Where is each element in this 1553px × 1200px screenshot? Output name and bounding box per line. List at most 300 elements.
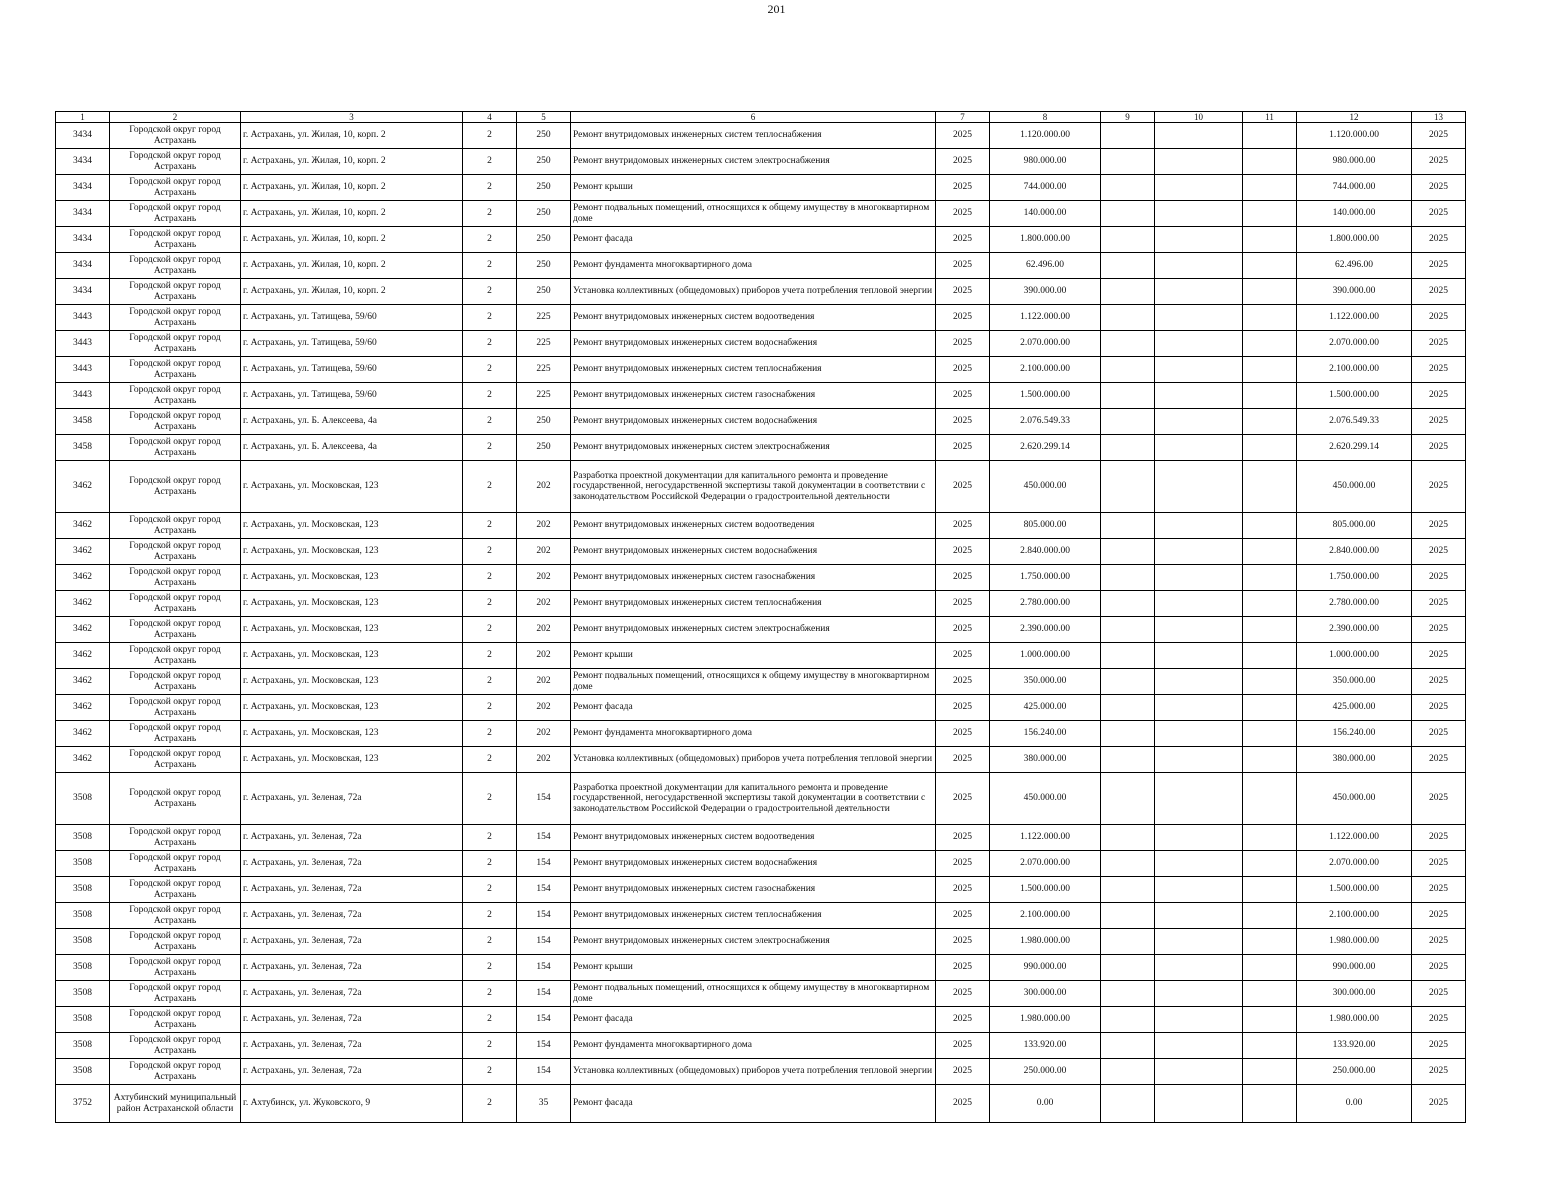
col11-cell xyxy=(1243,903,1297,929)
total-cost-cell: 0.00 xyxy=(1297,1085,1412,1123)
work-type-cell: Ремонт подвальных помещений, относящихся к общему имуществу в многоквартирном доме xyxy=(571,981,936,1007)
col9-cell xyxy=(1101,513,1155,539)
total-cost-cell: 1.500.000.00 xyxy=(1297,383,1412,409)
municipality-cell: Городской округ город Астрахань xyxy=(110,747,241,773)
completion-year-cell: 2025 xyxy=(1412,617,1466,643)
col10-cell xyxy=(1155,1033,1243,1059)
municipality-cell: Городской округ город Астрахань xyxy=(110,695,241,721)
col4-cell: 2 xyxy=(463,331,517,357)
col10-cell xyxy=(1155,1059,1243,1085)
table-row xyxy=(56,123,1466,149)
col4-cell: 2 xyxy=(463,357,517,383)
address-cell: г. Астрахань, ул. Московская, 123 xyxy=(241,669,463,695)
col9-cell xyxy=(1101,773,1155,825)
address-cell: г. Астрахань, ул. Зеленая, 72а xyxy=(241,955,463,981)
row-number: 3458 xyxy=(56,435,110,461)
year-cell: 2025 xyxy=(936,825,990,851)
work-type-cell: Ремонт внутридомовых инженерных систем водоснабжения xyxy=(571,409,936,435)
completion-year-cell: 2025 xyxy=(1412,669,1466,695)
col9-cell xyxy=(1101,851,1155,877)
completion-year-cell: 2025 xyxy=(1412,929,1466,955)
column-header-12: 12 xyxy=(1297,112,1412,123)
completion-year-cell: 2025 xyxy=(1412,279,1466,305)
completion-year-cell: 2025 xyxy=(1412,591,1466,617)
work-type-cell: Ремонт фундамента многоквартирного дома xyxy=(571,1033,936,1059)
row-number: 3462 xyxy=(56,565,110,591)
col5-cell: 250 xyxy=(517,435,571,461)
municipality-cell: Городской округ город Астрахань xyxy=(110,877,241,903)
municipality-cell: Городской округ город Астрахань xyxy=(110,123,241,149)
table-row xyxy=(56,955,1466,981)
col4-cell: 2 xyxy=(463,851,517,877)
address-cell: г. Астрахань, ул. Зеленая, 72а xyxy=(241,1033,463,1059)
municipality-cell: Городской округ город Астрахань xyxy=(110,149,241,175)
municipality-cell: Городской округ город Астрахань xyxy=(110,929,241,955)
col11-cell xyxy=(1243,305,1297,331)
completion-year-cell: 2025 xyxy=(1412,253,1466,279)
col9-cell xyxy=(1101,227,1155,253)
col11-cell xyxy=(1243,1007,1297,1033)
address-cell: г. Астрахань, ул. Жилая, 10, корп. 2 xyxy=(241,201,463,227)
address-cell: г. Астрахань, ул. Московская, 123 xyxy=(241,591,463,617)
year-cell: 2025 xyxy=(936,227,990,253)
work-type-cell: Ремонт крыши xyxy=(571,175,936,201)
year-cell: 2025 xyxy=(936,539,990,565)
table-row xyxy=(56,357,1466,383)
col11-cell xyxy=(1243,981,1297,1007)
work-type-cell: Разработка проектной документации для капитального ремонта и проведение государственной, негосударственной экспертизы такой документации в соответствии с законодательством Российской Федерации о градостроительной деятельности xyxy=(571,773,936,825)
year-cell: 2025 xyxy=(936,1085,990,1123)
cost-cell: 350.000.00 xyxy=(990,669,1101,695)
row-number: 3462 xyxy=(56,695,110,721)
row-number: 3462 xyxy=(56,591,110,617)
table-row xyxy=(56,981,1466,1007)
column-header-11: 11 xyxy=(1243,112,1297,123)
row-number: 3508 xyxy=(56,773,110,825)
col9-cell xyxy=(1101,1007,1155,1033)
municipality-cell: Городской округ город Астрахань xyxy=(110,435,241,461)
row-number: 3508 xyxy=(56,955,110,981)
cost-cell: 1.750.000.00 xyxy=(990,565,1101,591)
cost-cell: 2.390.000.00 xyxy=(990,617,1101,643)
row-number: 3508 xyxy=(56,903,110,929)
completion-year-cell: 2025 xyxy=(1412,695,1466,721)
col4-cell: 2 xyxy=(463,617,517,643)
completion-year-cell: 2025 xyxy=(1412,955,1466,981)
address-cell: г. Астрахань, ул. Зеленая, 72а xyxy=(241,851,463,877)
year-cell: 2025 xyxy=(936,461,990,513)
work-type-cell: Ремонт внутридомовых инженерных систем теплоснабжения xyxy=(571,591,936,617)
table-row xyxy=(56,227,1466,253)
address-cell: г. Астрахань, ул. Московская, 123 xyxy=(241,617,463,643)
col11-cell xyxy=(1243,617,1297,643)
col10-cell xyxy=(1155,773,1243,825)
completion-year-cell: 2025 xyxy=(1412,1085,1466,1123)
total-cost-cell: 2.840.000.00 xyxy=(1297,539,1412,565)
total-cost-cell: 1.122.000.00 xyxy=(1297,825,1412,851)
col4-cell: 2 xyxy=(463,825,517,851)
cost-cell: 300.000.00 xyxy=(990,981,1101,1007)
table-row xyxy=(56,903,1466,929)
completion-year-cell: 2025 xyxy=(1412,331,1466,357)
col10-cell xyxy=(1155,149,1243,175)
total-cost-cell: 390.000.00 xyxy=(1297,279,1412,305)
year-cell: 2025 xyxy=(936,331,990,357)
work-type-cell: Установка коллективных (общедомовых) приборов учета потребления тепловой энергии xyxy=(571,1059,936,1085)
col4-cell: 2 xyxy=(463,747,517,773)
completion-year-cell: 2025 xyxy=(1412,747,1466,773)
total-cost-cell: 133.920.00 xyxy=(1297,1033,1412,1059)
col4-cell: 2 xyxy=(463,253,517,279)
row-number: 3443 xyxy=(56,305,110,331)
capital-repair-table xyxy=(55,111,1466,1123)
municipality-cell: Городской округ город Астрахань xyxy=(110,331,241,357)
col10-cell xyxy=(1155,877,1243,903)
col4-cell: 2 xyxy=(463,1007,517,1033)
col10-cell xyxy=(1155,305,1243,331)
year-cell: 2025 xyxy=(936,435,990,461)
col5-cell: 202 xyxy=(517,513,571,539)
col11-cell xyxy=(1243,539,1297,565)
address-cell: г. Астрахань, ул. Московская, 123 xyxy=(241,695,463,721)
table-row xyxy=(56,721,1466,747)
address-cell: г. Астрахань, ул. Татищева, 59/60 xyxy=(241,331,463,357)
table-row xyxy=(56,201,1466,227)
completion-year-cell: 2025 xyxy=(1412,721,1466,747)
completion-year-cell: 2025 xyxy=(1412,565,1466,591)
table-row xyxy=(56,539,1466,565)
col10-cell xyxy=(1155,175,1243,201)
address-cell: г. Астрахань, ул. Татищева, 59/60 xyxy=(241,383,463,409)
col5-cell: 225 xyxy=(517,383,571,409)
col9-cell xyxy=(1101,903,1155,929)
col4-cell: 2 xyxy=(463,643,517,669)
total-cost-cell: 2.070.000.00 xyxy=(1297,851,1412,877)
column-header-2: 2 xyxy=(110,112,241,123)
completion-year-cell: 2025 xyxy=(1412,409,1466,435)
col5-cell: 202 xyxy=(517,721,571,747)
municipality-cell: Городской округ город Астрахань xyxy=(110,825,241,851)
col11-cell xyxy=(1243,513,1297,539)
completion-year-cell: 2025 xyxy=(1412,539,1466,565)
table-row xyxy=(56,253,1466,279)
col4-cell: 2 xyxy=(463,669,517,695)
col5-cell: 154 xyxy=(517,851,571,877)
col5-cell: 202 xyxy=(517,747,571,773)
year-cell: 2025 xyxy=(936,175,990,201)
col9-cell xyxy=(1101,825,1155,851)
work-type-cell: Ремонт внутридомовых инженерных систем водоотведения xyxy=(571,825,936,851)
row-number: 3443 xyxy=(56,383,110,409)
row-number: 3508 xyxy=(56,981,110,1007)
year-cell: 2025 xyxy=(936,643,990,669)
col5-cell: 202 xyxy=(517,643,571,669)
col9-cell xyxy=(1101,123,1155,149)
municipality-cell: Городской округ город Астрахань xyxy=(110,539,241,565)
address-cell: г. Астрахань, ул. Зеленая, 72а xyxy=(241,877,463,903)
cost-cell: 1.120.000.00 xyxy=(990,123,1101,149)
row-number: 3458 xyxy=(56,409,110,435)
work-type-cell: Ремонт подвальных помещений, относящихся к общему имуществу в многоквартирном доме xyxy=(571,669,936,695)
year-cell: 2025 xyxy=(936,1059,990,1085)
completion-year-cell: 2025 xyxy=(1412,513,1466,539)
cost-cell: 1.980.000.00 xyxy=(990,1007,1101,1033)
table-row xyxy=(56,1007,1466,1033)
col9-cell xyxy=(1101,383,1155,409)
total-cost-cell: 2.620.299.14 xyxy=(1297,435,1412,461)
completion-year-cell: 2025 xyxy=(1412,149,1466,175)
col5-cell: 154 xyxy=(517,825,571,851)
year-cell: 2025 xyxy=(936,773,990,825)
work-type-cell: Ремонт внутридомовых инженерных систем электроснабжения xyxy=(571,617,936,643)
total-cost-cell: 140.000.00 xyxy=(1297,201,1412,227)
col11-cell xyxy=(1243,357,1297,383)
col11-cell xyxy=(1243,773,1297,825)
municipality-cell: Ахтубинский муниципальный район Астраханской области xyxy=(110,1085,241,1123)
col9-cell xyxy=(1101,149,1155,175)
municipality-cell: Городской округ город Астрахань xyxy=(110,565,241,591)
col11-cell xyxy=(1243,253,1297,279)
work-type-cell: Ремонт внутридомовых инженерных систем теплоснабжения xyxy=(571,123,936,149)
cost-cell: 390.000.00 xyxy=(990,279,1101,305)
col5-cell: 250 xyxy=(517,175,571,201)
col4-cell: 2 xyxy=(463,565,517,591)
completion-year-cell: 2025 xyxy=(1412,123,1466,149)
address-cell: г. Астрахань, ул. Московская, 123 xyxy=(241,513,463,539)
address-cell: г. Астрахань, ул. Зеленая, 72а xyxy=(241,1059,463,1085)
total-cost-cell: 450.000.00 xyxy=(1297,773,1412,825)
total-cost-cell: 2.390.000.00 xyxy=(1297,617,1412,643)
col10-cell xyxy=(1155,331,1243,357)
row-number: 3508 xyxy=(56,877,110,903)
year-cell: 2025 xyxy=(936,591,990,617)
year-cell: 2025 xyxy=(936,383,990,409)
col9-cell xyxy=(1101,565,1155,591)
col4-cell: 2 xyxy=(463,513,517,539)
address-cell: г. Астрахань, ул. Жилая, 10, корп. 2 xyxy=(241,175,463,201)
municipality-cell: Городской округ город Астрахань xyxy=(110,955,241,981)
col9-cell xyxy=(1101,643,1155,669)
col5-cell: 202 xyxy=(517,539,571,565)
col10-cell xyxy=(1155,929,1243,955)
work-type-cell: Ремонт внутридомовых инженерных систем газоснабжения xyxy=(571,877,936,903)
col11-cell xyxy=(1243,1059,1297,1085)
cost-cell: 2.840.000.00 xyxy=(990,539,1101,565)
col4-cell: 2 xyxy=(463,175,517,201)
year-cell: 2025 xyxy=(936,617,990,643)
row-number: 3508 xyxy=(56,851,110,877)
col9-cell xyxy=(1101,695,1155,721)
col9-cell xyxy=(1101,175,1155,201)
col9-cell xyxy=(1101,929,1155,955)
col9-cell xyxy=(1101,877,1155,903)
col4-cell: 2 xyxy=(463,305,517,331)
cost-cell: 744.000.00 xyxy=(990,175,1101,201)
table-row xyxy=(56,1033,1466,1059)
col10-cell xyxy=(1155,643,1243,669)
column-header-7: 7 xyxy=(936,112,990,123)
col10-cell xyxy=(1155,123,1243,149)
column-header-3: 3 xyxy=(241,112,463,123)
work-type-cell: Ремонт внутридомовых инженерных систем газоснабжения xyxy=(571,383,936,409)
address-cell: г. Астрахань, ул. Московская, 123 xyxy=(241,747,463,773)
col11-cell xyxy=(1243,435,1297,461)
year-cell: 2025 xyxy=(936,357,990,383)
table-row xyxy=(56,851,1466,877)
table-row xyxy=(56,773,1466,825)
row-number: 3462 xyxy=(56,643,110,669)
row-number: 3434 xyxy=(56,149,110,175)
col4-cell: 2 xyxy=(463,409,517,435)
row-number: 3508 xyxy=(56,929,110,955)
col10-cell xyxy=(1155,279,1243,305)
address-cell: г. Астрахань, ул. Жилая, 10, корп. 2 xyxy=(241,253,463,279)
cost-cell: 2.780.000.00 xyxy=(990,591,1101,617)
row-number: 3508 xyxy=(56,1059,110,1085)
col4-cell: 2 xyxy=(463,539,517,565)
total-cost-cell: 62.496.00 xyxy=(1297,253,1412,279)
col11-cell xyxy=(1243,669,1297,695)
work-type-cell: Установка коллективных (общедомовых) приборов учета потребления тепловой энергии xyxy=(571,747,936,773)
row-number: 3752 xyxy=(56,1085,110,1123)
col9-cell xyxy=(1101,721,1155,747)
year-cell: 2025 xyxy=(936,1007,990,1033)
column-header-6: 6 xyxy=(571,112,936,123)
col9-cell xyxy=(1101,669,1155,695)
col4-cell: 2 xyxy=(463,279,517,305)
work-type-cell: Ремонт фасада xyxy=(571,695,936,721)
col10-cell xyxy=(1155,227,1243,253)
col5-cell: 250 xyxy=(517,227,571,253)
table-body xyxy=(56,123,1466,1123)
col9-cell xyxy=(1101,617,1155,643)
col9-cell xyxy=(1101,591,1155,617)
year-cell: 2025 xyxy=(936,513,990,539)
total-cost-cell: 2.070.000.00 xyxy=(1297,331,1412,357)
column-header-9: 9 xyxy=(1101,112,1155,123)
row-number: 3508 xyxy=(56,1007,110,1033)
col11-cell xyxy=(1243,721,1297,747)
col5-cell: 202 xyxy=(517,669,571,695)
table-row xyxy=(56,617,1466,643)
col4-cell: 2 xyxy=(463,383,517,409)
row-number: 3443 xyxy=(56,331,110,357)
total-cost-cell: 1.500.000.00 xyxy=(1297,877,1412,903)
table-row xyxy=(56,513,1466,539)
col5-cell: 154 xyxy=(517,773,571,825)
column-header-10: 10 xyxy=(1155,112,1243,123)
municipality-cell: Городской округ город Астрахань xyxy=(110,227,241,253)
work-type-cell: Ремонт внутридомовых инженерных систем электроснабжения xyxy=(571,435,936,461)
total-cost-cell: 1.980.000.00 xyxy=(1297,1007,1412,1033)
table-row xyxy=(56,305,1466,331)
municipality-cell: Городской округ город Астрахань xyxy=(110,305,241,331)
cost-cell: 2.076.549.33 xyxy=(990,409,1101,435)
col11-cell xyxy=(1243,955,1297,981)
year-cell: 2025 xyxy=(936,981,990,1007)
row-number: 3434 xyxy=(56,253,110,279)
row-number: 3462 xyxy=(56,461,110,513)
col11-cell xyxy=(1243,461,1297,513)
col9-cell xyxy=(1101,279,1155,305)
row-number: 3434 xyxy=(56,279,110,305)
col4-cell: 2 xyxy=(463,149,517,175)
cost-cell: 450.000.00 xyxy=(990,461,1101,513)
work-type-cell: Ремонт внутридомовых инженерных систем газоснабжения xyxy=(571,565,936,591)
col11-cell xyxy=(1243,695,1297,721)
cost-cell: 380.000.00 xyxy=(990,747,1101,773)
total-cost-cell: 425.000.00 xyxy=(1297,695,1412,721)
col4-cell: 2 xyxy=(463,461,517,513)
address-cell: г. Астрахань, ул. Московская, 123 xyxy=(241,539,463,565)
col11-cell xyxy=(1243,1085,1297,1123)
row-number: 3508 xyxy=(56,1033,110,1059)
col11-cell xyxy=(1243,747,1297,773)
address-cell: г. Астрахань, ул. Зеленая, 72а xyxy=(241,825,463,851)
column-header-5: 5 xyxy=(517,112,571,123)
col5-cell: 202 xyxy=(517,565,571,591)
col9-cell xyxy=(1101,981,1155,1007)
col5-cell: 250 xyxy=(517,201,571,227)
address-cell: г. Астрахань, ул. Зеленая, 72а xyxy=(241,1007,463,1033)
year-cell: 2025 xyxy=(936,253,990,279)
municipality-cell: Городской округ город Астрахань xyxy=(110,903,241,929)
col4-cell: 2 xyxy=(463,903,517,929)
cost-cell: 1.122.000.00 xyxy=(990,305,1101,331)
column-header-13: 13 xyxy=(1412,112,1466,123)
completion-year-cell: 2025 xyxy=(1412,201,1466,227)
year-cell: 2025 xyxy=(936,123,990,149)
work-type-cell: Разработка проектной документации для капитального ремонта и проведение государственной, негосударственной экспертизы такой документации в соответствии с законодательством Российской Федерации о градостроительной деятельности xyxy=(571,461,936,513)
col11-cell xyxy=(1243,383,1297,409)
row-number: 3462 xyxy=(56,617,110,643)
col5-cell: 225 xyxy=(517,305,571,331)
municipality-cell: Городской округ город Астрахань xyxy=(110,773,241,825)
work-type-cell: Ремонт фундамента многоквартирного дома xyxy=(571,253,936,279)
table-row xyxy=(56,669,1466,695)
col4-cell: 2 xyxy=(463,227,517,253)
work-type-cell: Ремонт внутридомовых инженерных систем электроснабжения xyxy=(571,149,936,175)
row-number: 3434 xyxy=(56,227,110,253)
col11-cell xyxy=(1243,201,1297,227)
municipality-cell: Городской округ город Астрахань xyxy=(110,851,241,877)
year-cell: 2025 xyxy=(936,747,990,773)
col11-cell xyxy=(1243,565,1297,591)
completion-year-cell: 2025 xyxy=(1412,305,1466,331)
cost-cell: 2.620.299.14 xyxy=(990,435,1101,461)
completion-year-cell: 2025 xyxy=(1412,877,1466,903)
col11-cell xyxy=(1243,851,1297,877)
address-cell: г. Астрахань, ул. Зеленая, 72а xyxy=(241,929,463,955)
col10-cell xyxy=(1155,747,1243,773)
completion-year-cell: 2025 xyxy=(1412,227,1466,253)
completion-year-cell: 2025 xyxy=(1412,851,1466,877)
col5-cell: 154 xyxy=(517,903,571,929)
col10-cell xyxy=(1155,669,1243,695)
table-row xyxy=(56,747,1466,773)
municipality-cell: Городской округ город Астрахань xyxy=(110,357,241,383)
col10-cell xyxy=(1155,539,1243,565)
year-cell: 2025 xyxy=(936,565,990,591)
year-cell: 2025 xyxy=(936,877,990,903)
row-number: 3434 xyxy=(56,175,110,201)
col10-cell xyxy=(1155,955,1243,981)
address-cell: г. Астрахань, ул. Московская, 123 xyxy=(241,721,463,747)
address-cell: г. Астрахань, ул. Жилая, 10, корп. 2 xyxy=(241,279,463,305)
municipality-cell: Городской округ город Астрахань xyxy=(110,643,241,669)
col5-cell: 154 xyxy=(517,1033,571,1059)
table-row xyxy=(56,1059,1466,1085)
